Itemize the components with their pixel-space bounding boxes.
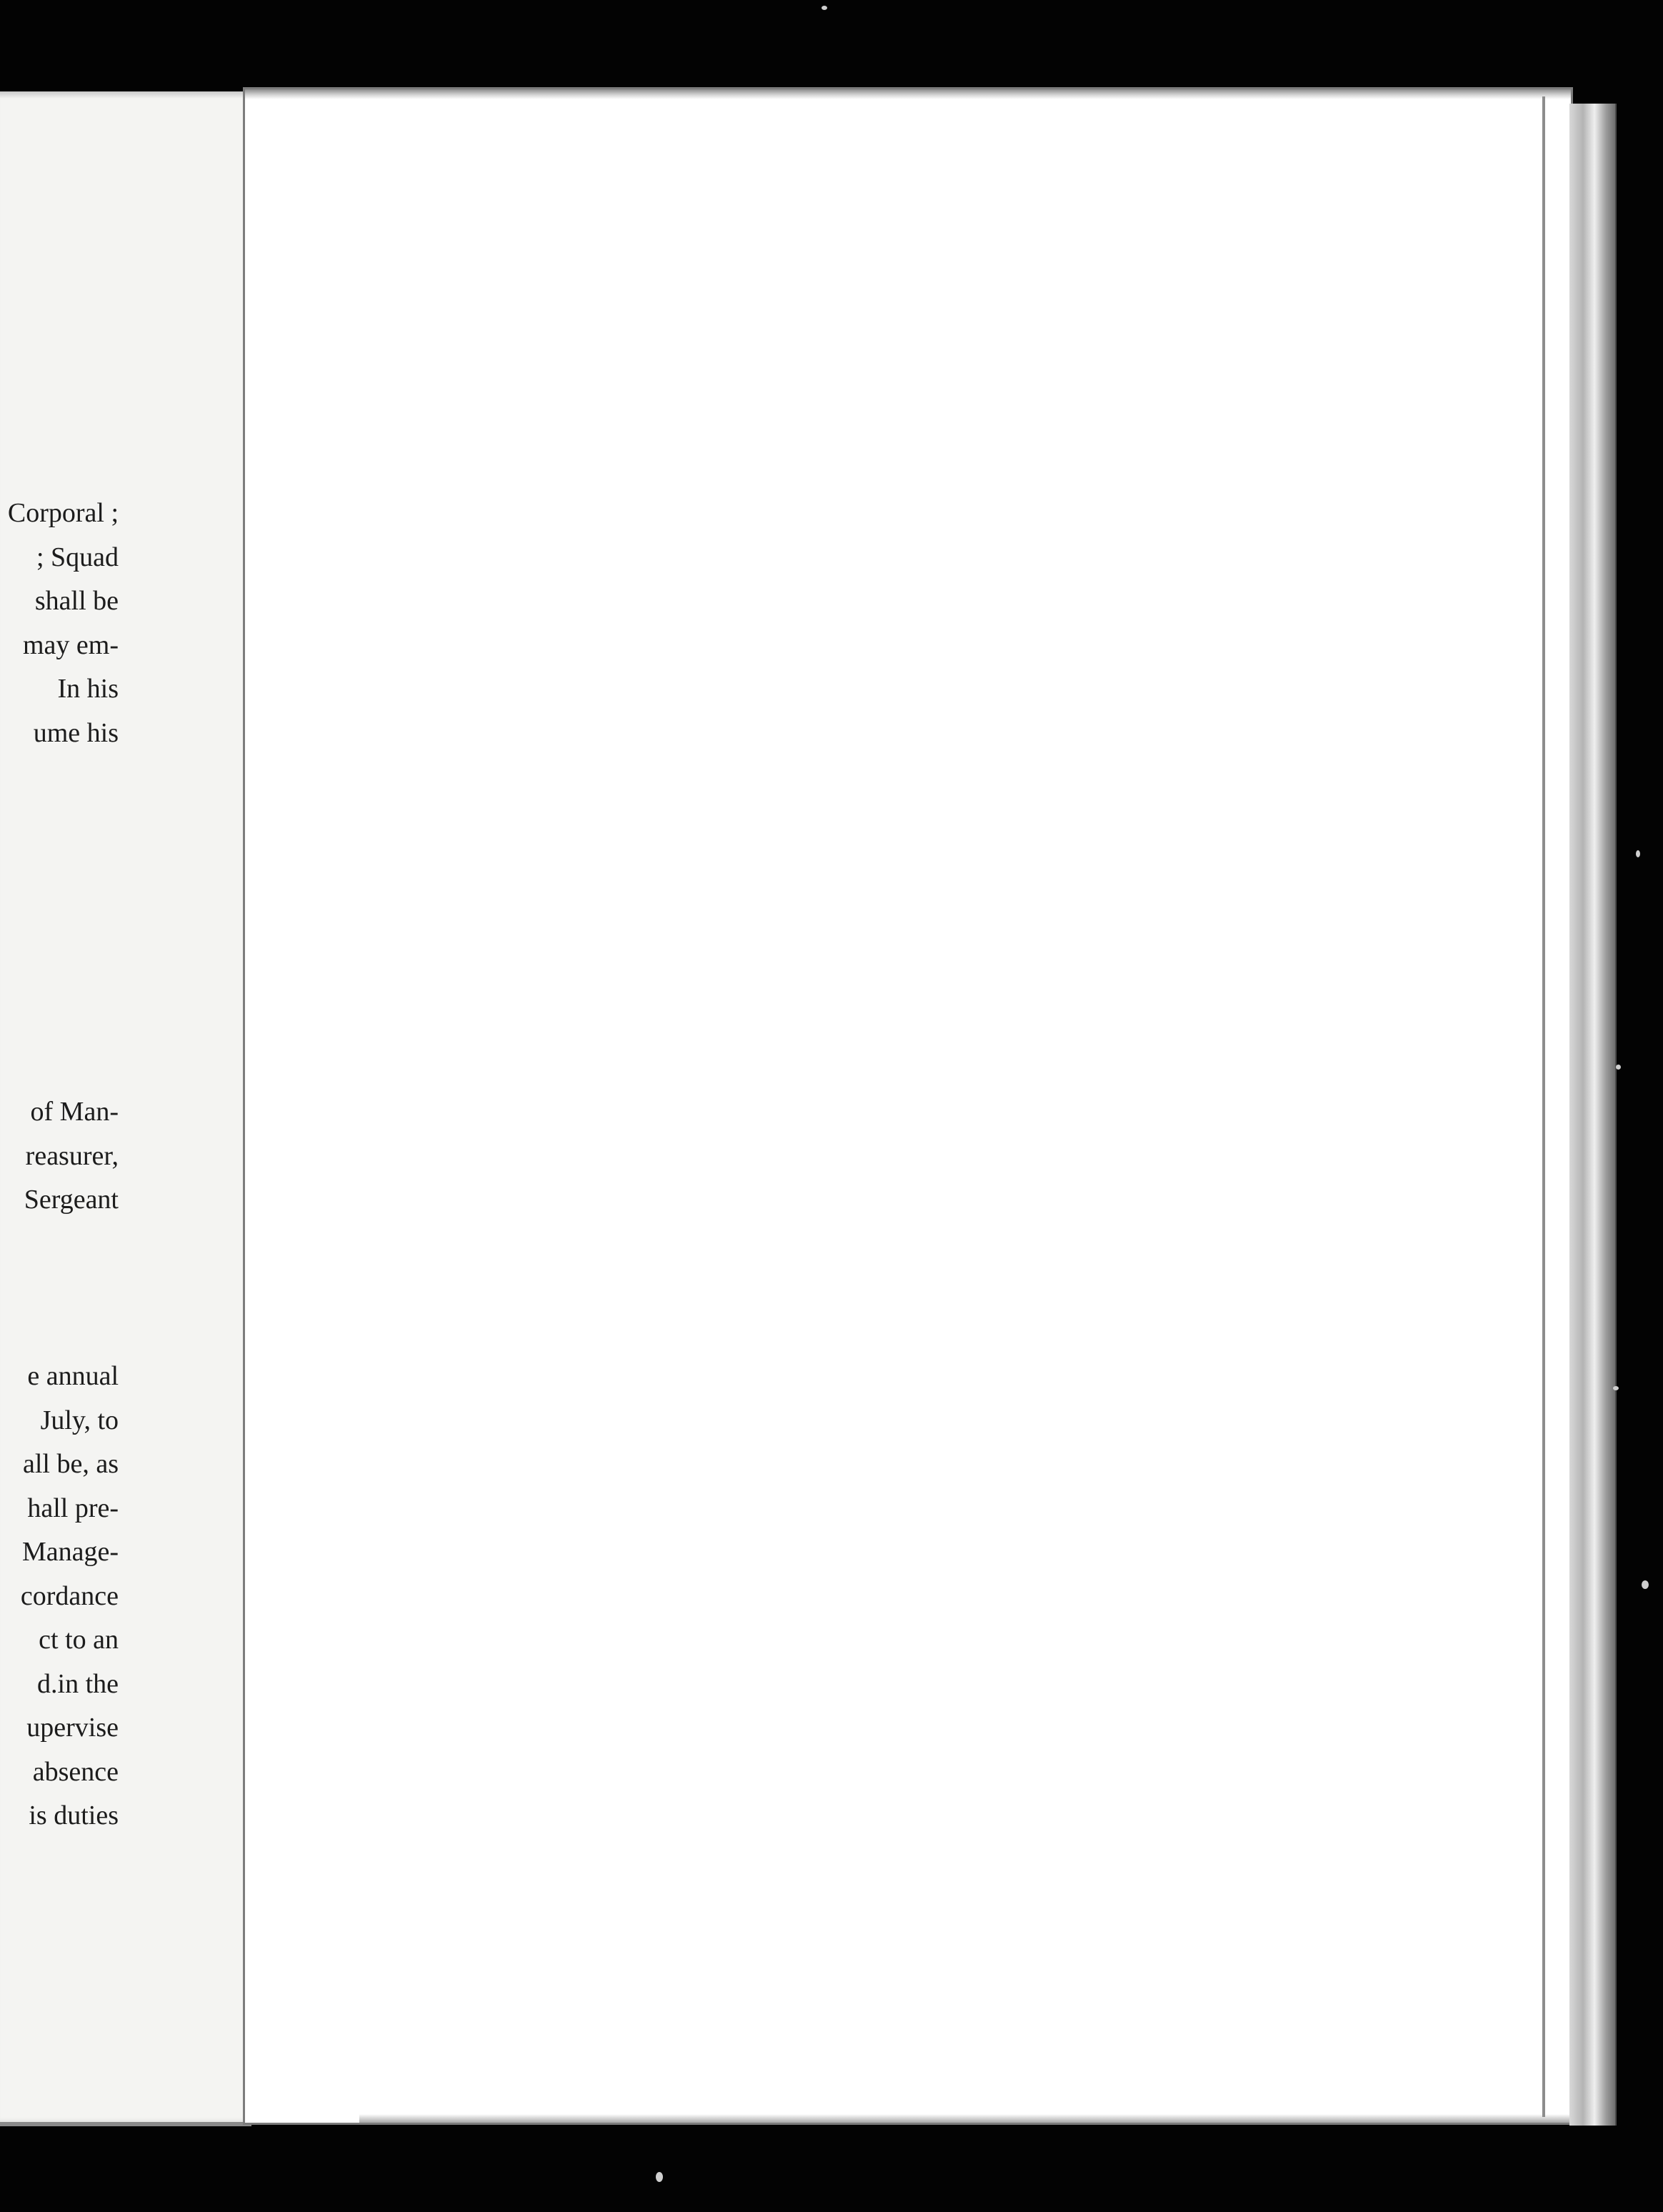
right-page-top-edge — [245, 89, 1571, 99]
text-line: d.in the — [37, 1668, 119, 1699]
text-line: Corporal ; — [7, 498, 119, 528]
text-line: may em- — [22, 629, 119, 660]
text-line: e annual — [27, 1361, 119, 1391]
text-line: Manage- — [21, 1537, 119, 1567]
text-line: all be, as — [22, 1449, 119, 1479]
text-line: cordance — [20, 1580, 119, 1611]
dust-speck — [1636, 850, 1640, 857]
dust-speck — [1613, 1386, 1619, 1390]
text-line: In his — [57, 674, 119, 704]
text-line: of Man- — [30, 1097, 119, 1127]
page-fore-edge-line — [1542, 96, 1545, 2117]
text-line: shall be — [34, 586, 119, 616]
left-page — [0, 91, 251, 2126]
dust-speck — [656, 2172, 663, 2182]
book-fore-edge — [1569, 104, 1617, 2126]
text-line: ume his — [33, 717, 119, 748]
right-page-bottom-edge — [359, 2114, 1571, 2123]
right-blank-page — [243, 87, 1573, 2125]
left-paragraph-2 — [0, 1090, 119, 1222]
text-line: hall pre- — [27, 1493, 119, 1523]
text-line: July, to — [40, 1405, 119, 1435]
text-line: Sergeant — [24, 1185, 119, 1215]
dust-speck — [1642, 1580, 1649, 1589]
text-line: ct to an — [39, 1625, 119, 1655]
text-line: upervise — [26, 1713, 119, 1743]
text-line: ; Squad — [36, 542, 119, 572]
left-paragraph-3 — [0, 1355, 119, 1838]
text-line: reasurer, — [25, 1140, 119, 1171]
text-line: is duties — [29, 1800, 119, 1830]
dust-speck — [821, 6, 827, 10]
text-line: absence — [32, 1756, 119, 1787]
left-page-top-edge — [0, 91, 251, 99]
left-paragraph-1 — [0, 492, 119, 755]
dust-speck — [1616, 1065, 1621, 1070]
